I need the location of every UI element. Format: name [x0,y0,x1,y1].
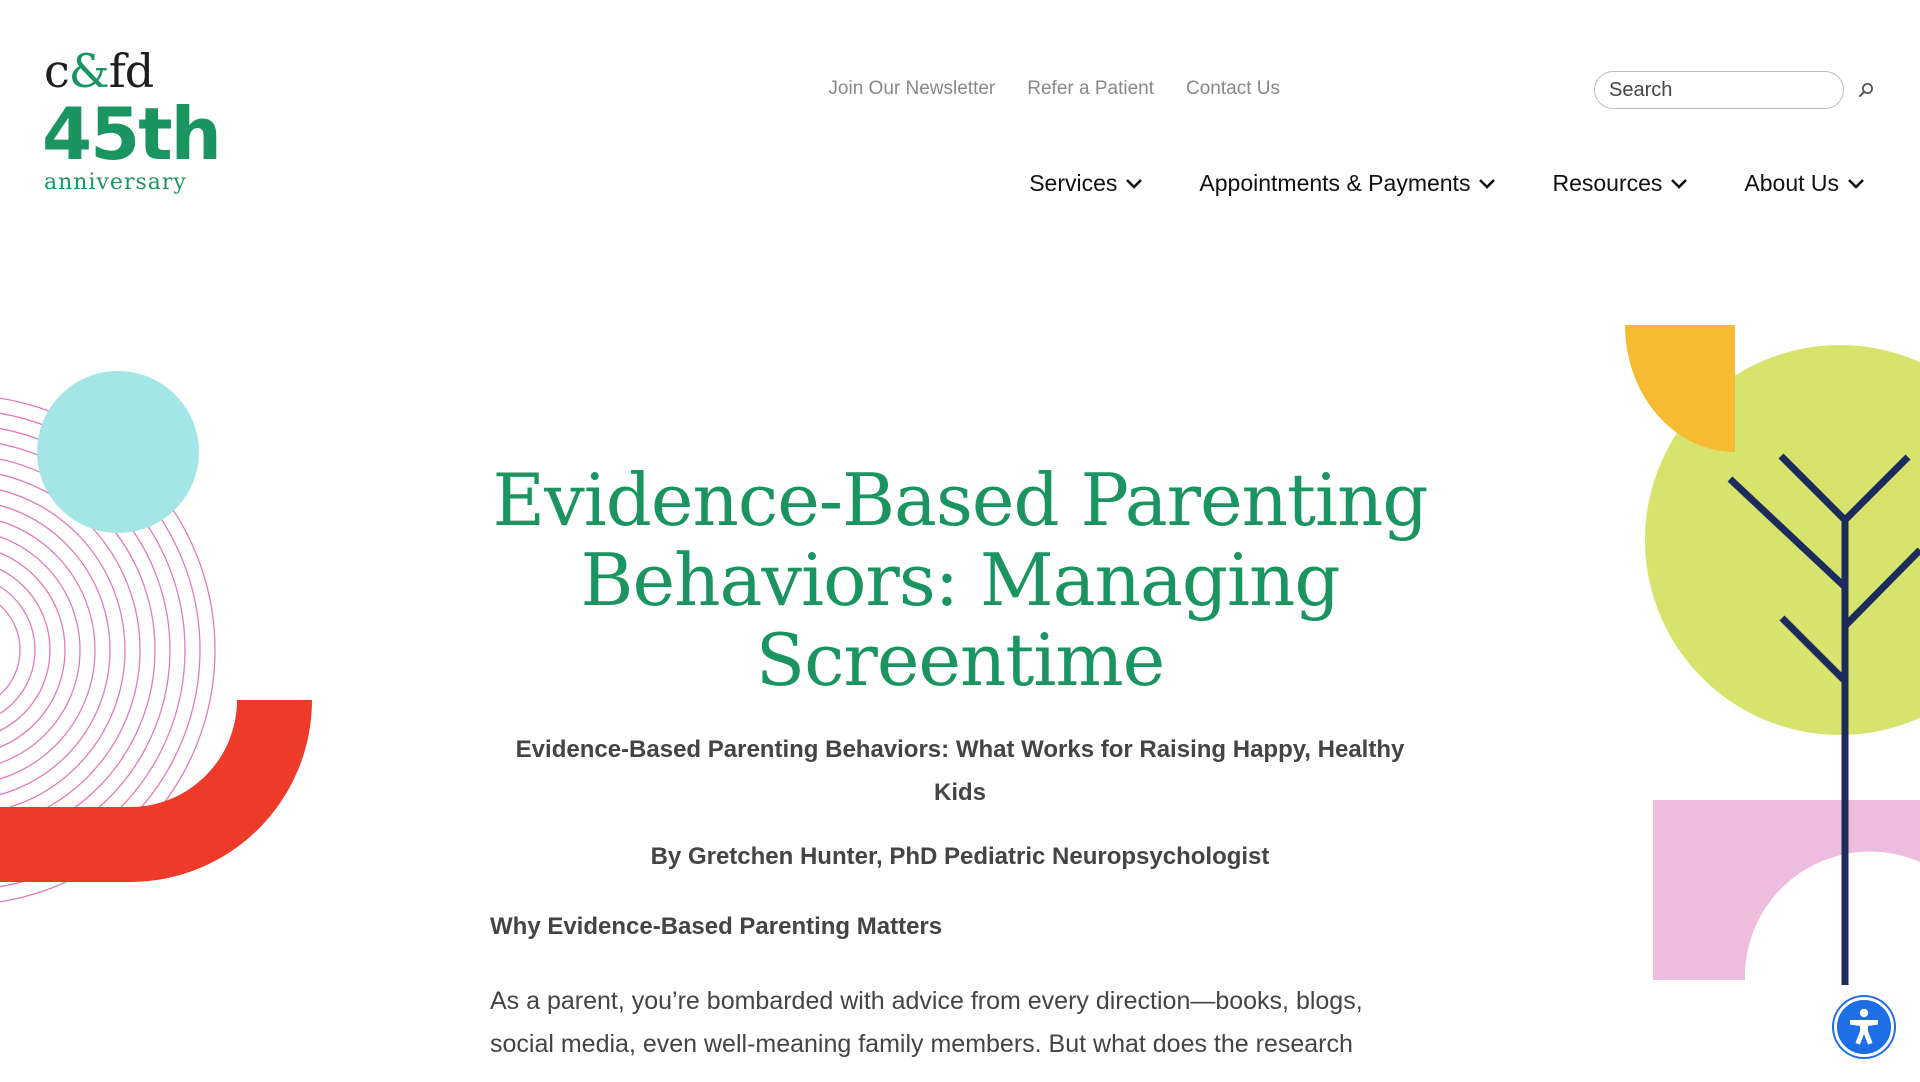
nav-item-label: About Us [1744,170,1839,196]
search-icon[interactable] [1856,80,1876,100]
accessibility-icon [1837,1000,1891,1054]
logo-45th: 45th [42,92,220,176]
decorative-left-illustration [0,320,320,980]
article [490,460,1430,1066]
chevron-down-icon [1478,178,1496,190]
utility-nav [828,78,1280,100]
page-title: Evidence-Based Parenting Behaviors: Managing Screentime [492,458,1428,702]
chevron-down-icon [1847,178,1865,190]
chevron-down-icon [1670,178,1688,190]
logo-ampersand: & [68,44,109,98]
search-input[interactable] [1594,71,1844,109]
decorative-right-illustration [1625,325,1920,985]
article-subtitle: Evidence-Based Parenting Behaviors: What Works for Raising Happy, Healthy Kids [515,736,1405,806]
accessibility-button[interactable] [1834,997,1894,1057]
pink-arch-block [1653,800,1920,980]
nav-item-label: Services [1029,170,1118,196]
logo-wordmark [44,46,153,96]
article-body-paragraph: As a parent, you’re bombarded with advice from every direction—books, blogs, social media, even well-meaning family members. But what does the research [490,987,1363,1058]
cyan-circle [37,371,199,533]
chevron-down-icon [1125,178,1143,190]
nav-item-services[interactable] [1029,170,1143,197]
site-logo[interactable] [44,46,224,196]
nav-item-label: Resources [1552,170,1663,196]
utility-link-refer-patient[interactable]: Refer a Patient [1027,78,1155,99]
article-byline: By Gretchen Hunter, PhD Pediatric Neuropsychologist [650,843,1270,870]
logo-c: c [44,44,69,98]
nav-item-appointments-payments[interactable] [1199,170,1496,197]
nav-item-label: Appointments & Payments [1199,170,1471,196]
logo-anniversary: anniversary [44,170,187,195]
yellow-quarter [1625,325,1735,452]
section-heading: Why Evidence-Based Parenting Matters [490,913,943,940]
nav-item-resources[interactable] [1552,170,1688,197]
main-nav [1029,170,1865,197]
logo-fd: fd [108,44,154,98]
utility-link-newsletter[interactable]: Join Our Newsletter [828,78,996,99]
nav-item-about-us[interactable] [1744,170,1865,197]
utility-link-contact[interactable]: Contact Us [1186,78,1280,99]
